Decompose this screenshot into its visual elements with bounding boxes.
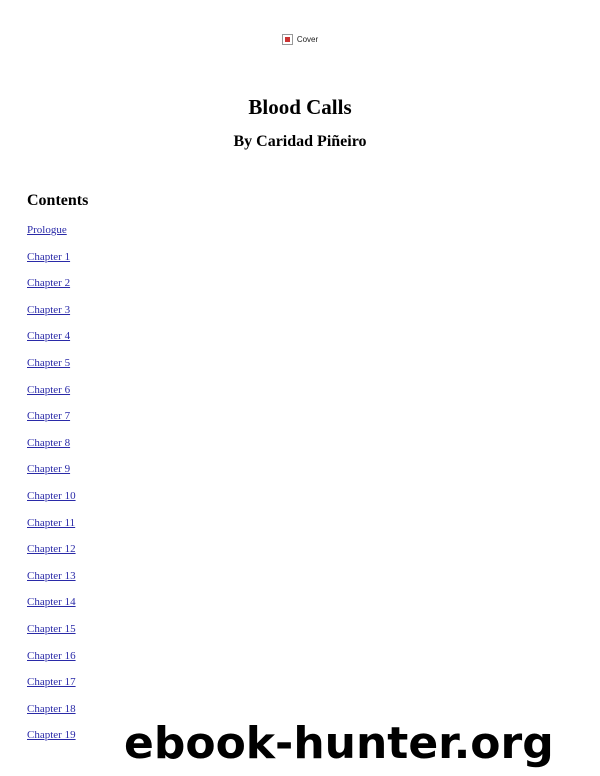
toc-item: [27, 328, 76, 355]
cover-image: [0, 34, 600, 45]
toc-item: [27, 222, 76, 249]
toc-item: [27, 727, 76, 754]
toc-link-chapter-5[interactable]: Chapter 5: [27, 356, 71, 369]
toc-link-chapter-12[interactable]: Chapter 12: [27, 543, 76, 556]
toc-link-chapter-13[interactable]: Chapter 13: [27, 569, 76, 582]
toc-item: [27, 408, 76, 435]
toc-item: [27, 435, 76, 462]
toc-item: [27, 594, 76, 621]
toc-link-chapter-4[interactable]: Chapter 4: [27, 330, 71, 343]
toc-link-chapter-9[interactable]: Chapter 9: [27, 463, 71, 476]
toc-item: [27, 302, 76, 329]
toc-link-chapter-2[interactable]: Chapter 2: [27, 277, 71, 290]
watermark: ebook-hunter.org: [124, 718, 554, 769]
toc-item: [27, 249, 76, 276]
toc-item: [27, 674, 76, 701]
toc-item: [27, 648, 76, 675]
broken-image-icon: [282, 34, 293, 45]
table-of-contents: [27, 222, 76, 754]
toc-item: [27, 275, 76, 302]
cover-alt-text: Cover: [296, 35, 319, 44]
toc-item: [27, 515, 76, 542]
toc-item: [27, 701, 76, 728]
toc-item: [27, 488, 76, 515]
toc-link-chapter-7[interactable]: Chapter 7: [27, 410, 71, 423]
toc-link-chapter-1[interactable]: Chapter 1: [27, 250, 71, 263]
toc-link-chapter-3[interactable]: Chapter 3: [27, 303, 71, 316]
toc-link-chapter-16[interactable]: Chapter 16: [27, 649, 76, 662]
toc-link-chapter-14[interactable]: Chapter 14: [27, 596, 76, 609]
toc-item: [27, 568, 76, 595]
book-author: By Caridad Piñeiro: [233, 133, 367, 150]
toc-item: [27, 461, 76, 488]
contents-heading: Contents: [27, 192, 89, 209]
toc-link-chapter-11[interactable]: Chapter 11: [27, 516, 76, 529]
toc-link-chapter-15[interactable]: Chapter 15: [27, 622, 76, 635]
toc-link-chapter-17[interactable]: Chapter 17: [27, 676, 76, 689]
toc-item: [27, 541, 76, 568]
book-title: Blood Calls: [248, 95, 352, 119]
toc-link-chapter-8[interactable]: Chapter 8: [27, 436, 71, 449]
toc-link-chapter-6[interactable]: Chapter 6: [27, 383, 71, 396]
toc-item: [27, 382, 76, 409]
toc-item: [27, 355, 76, 382]
toc-link-chapter-19[interactable]: Chapter 19: [27, 729, 76, 742]
toc-link-chapter-18[interactable]: Chapter 18: [27, 702, 76, 715]
toc-link-prologue[interactable]: Prologue: [27, 224, 67, 236]
toc-link-chapter-10[interactable]: Chapter 10: [27, 489, 76, 502]
toc-item: [27, 621, 76, 648]
